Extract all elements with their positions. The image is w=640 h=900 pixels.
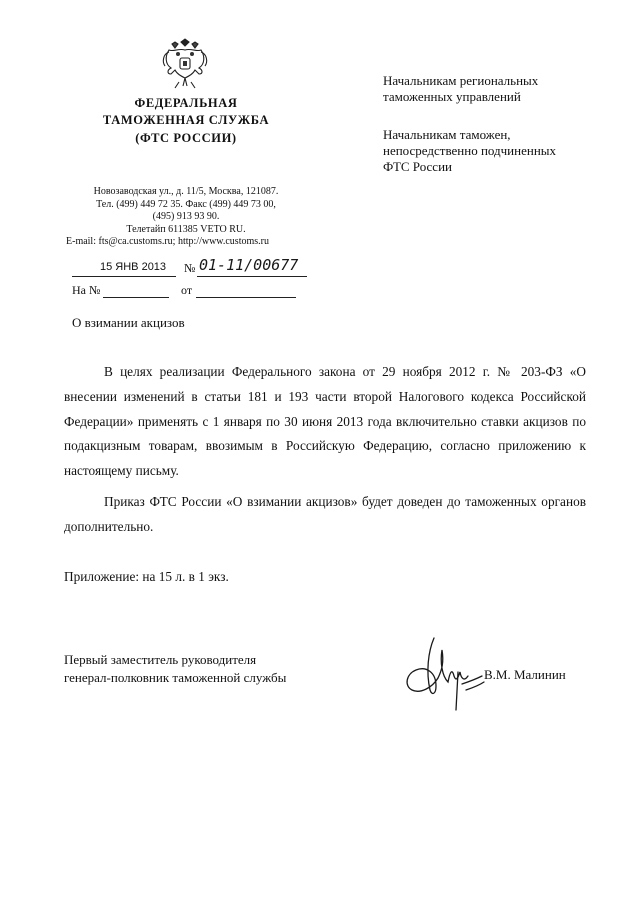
org-name-line-1: ФЕДЕРАЛЬНАЯ [134,96,238,110]
org-name-line-2: ТАМОЖЕННАЯ СЛУЖБА [102,113,270,127]
address-line: Телетайп 611385 VETO RU. [126,223,246,235]
signatory-position [64,651,286,687]
coat-of-arms-icon [161,38,209,90]
letter-body [64,360,586,540]
attachment-note: Приложение: на 15 л. в 1 экз. [64,569,229,584]
address-line: Новозаводская ул., д. 11/5, Москва, 121087. [93,186,279,197]
signatory-position-line-1: Первый заместитель руководителя [64,652,257,667]
address-line: E-mail: fts@ca.customs.ru; http://www.customs.ru [66,236,269,248]
signatory-position-line-2: генерал-полковник таможенной службы [64,670,287,685]
body-paragraph-1: В целях реализации Федерального закона от 29 ноября 2012 г. № 203-ФЗ «О внесении изменений в статьи 181 и 193 части второй Налогового кодекса Российской Федерации» применять с 1 января по 30 июня 2013 года включительно ставки акцизов по подакцизным товарам, ввозимым в Российскую Федерацию, согласно приложению к настоящему письму. [64,364,586,479]
signatory-name: В.М. Малинин [484,667,566,682]
registration-date: 15 ЯНВ 2013 [100,261,167,273]
recipient-line: Начальникам региональных [383,73,539,88]
recipient-line: таможенных управлений [383,89,521,104]
address-line: (495) 913 93 90. [152,211,220,223]
registration-number-label: № [184,261,196,275]
recipient-line: ФТС России [383,159,452,174]
address-block [66,186,302,249]
address-line: Тел. (499) 449 72 35. Факс (499) 449 73 00, [96,198,276,210]
body-paragraph-2: Приказ ФТС России «О взимании акцизов» будет доведен до таможенных органов дополнительно. [64,493,586,534]
reference-label: На № [72,283,101,297]
registration-number: 01-11/00677 [199,256,299,274]
org-name-line-3: (ФТС РОССИИ) [135,131,237,145]
letter-subject: О взимании акцизов [72,315,185,330]
recipient-line: непосредственно подчиненных [383,143,557,158]
reference-from-label: от [181,283,193,297]
handwritten-signature [398,632,488,712]
recipient-line: Начальникам таможен, [383,127,511,142]
